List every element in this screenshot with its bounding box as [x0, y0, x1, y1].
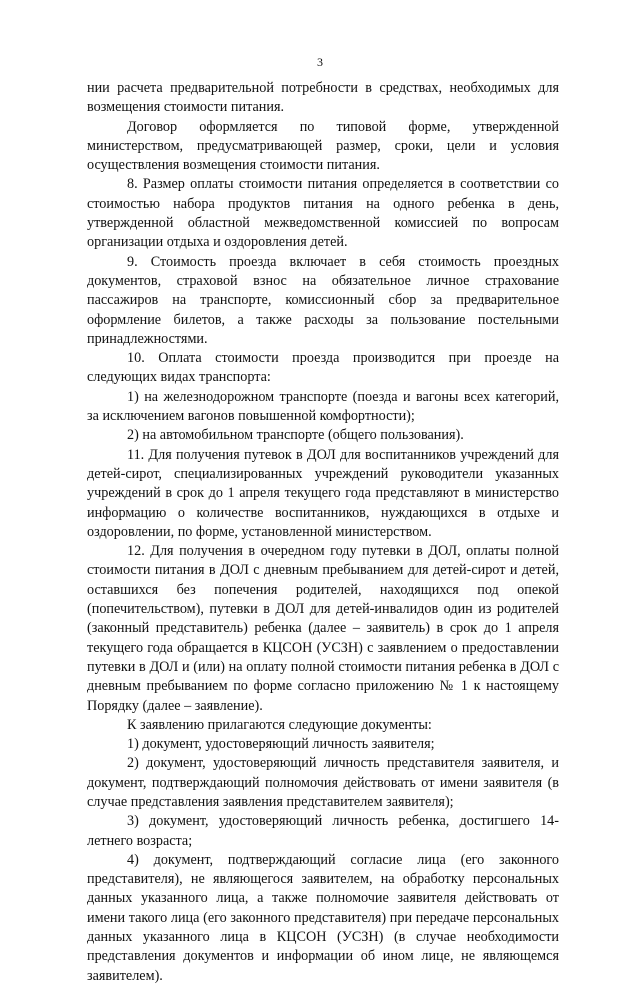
paragraph-item-9: 9. Стоимость проезда включает в себя стоимость проездных документов, страховой взнос на обязательное личное страхование пассажиров на транспорте, комиссионный сбор за предварительное оформление билетов, а также расходы за пользование постельными принадлежностями.: [87, 253, 559, 347]
paragraph-attachment-4: 4) документ, подтверждающий согласие лица (его законного представителя), не являющегося заявителем, на обработку персональных данных указанного лица, а также полномочие заявителя действовать от имени такого лица (его законного представителя) при передаче персональных данных указанного лица в КЦСОН (УСЗН) (в случае необходимости представления документов и информации об ином лице, не являющемся заявителем).: [87, 851, 559, 984]
paragraph-item-10-1: 1) на железнодорожном транспорте (поезда и вагоны всех категорий, за исключением вагонов повышенной комфортности);: [87, 388, 559, 425]
paragraph-item-11: 11. Для получения путевок в ДОЛ для воспитанников учреждений для детей-сирот, специализированных учреждений руководители указанных учреждений в срок до 1 апреля текущего года представляют в министерство информацию о количестве воспитанников, нуждающихся в отдыхе и оздоровлении, по форме, установленной министерством.: [87, 446, 559, 540]
paragraph-contract-form: Договор оформляется по типовой форме, утвержденной министерством, предусматривающей размер, сроки, цели и условия осуществления возмещения стоимости питания.: [87, 118, 559, 174]
paragraph-item-10: 10. Оплата стоимости проезда производится при проезде на следующих видах транспорта:: [87, 350, 559, 386]
document-body: [87, 79, 559, 986]
page-number: 3: [317, 55, 323, 69]
paragraph-attachment-2: 2) документ, удостоверяющий личность представителя заявителя, и документ, подтверждающий полномочия действовать от имени заявителя (в случае представления заявления представителем заявителя);: [87, 755, 559, 810]
paragraph-attachments-intro: К заявлению прилагаются следующие документы:: [127, 716, 432, 733]
paragraph-item-8: 8. Размер оплаты стоимости питания определяется в соответствии со стоимостью набора продуктов питания на одного ребенка в день, утвержденной областной межведомственной комиссией по вопросам организации отдыха и оздоровления детей.: [87, 176, 559, 251]
paragraph-attachment-1: 1) документ, удостоверяющий личность заявителя;: [127, 736, 435, 753]
paragraph-continuation: нии расчета предварительной потребности в средствах, необходимых для возмещения стоимости питания.: [87, 80, 559, 116]
paragraph-attachment-3: 3) документ, удостоверяющий личность ребенка, достигшего 14-летнего возраста;: [87, 813, 559, 849]
paragraph-item-12: 12. Для получения в очередном году путевки в ДОЛ, оплаты полной стоимости питания в ДОЛ с дневным пребыванием для детей-сирот и детей, оставшихся без попечения родителей, находящихся под опекой (попечительством), путевки в ДОЛ для детей-инвалидов один из родителей (законный представитель) ребенка (далее – заявитель) в срок до 1 апреля текущего года обращается в КЦСОН (УСЗН) с заявлением о предоставлении путевки в ДОЛ и (или) на оплату полной стоимости питания ребенка в ДОЛ с дневным пребыванием по форме согласно приложению № 1 к настоящему Порядку (далее – заявление).: [87, 543, 559, 714]
paragraph-item-10-2: 2) на автомобильном транспорте (общего пользования).: [127, 427, 464, 444]
